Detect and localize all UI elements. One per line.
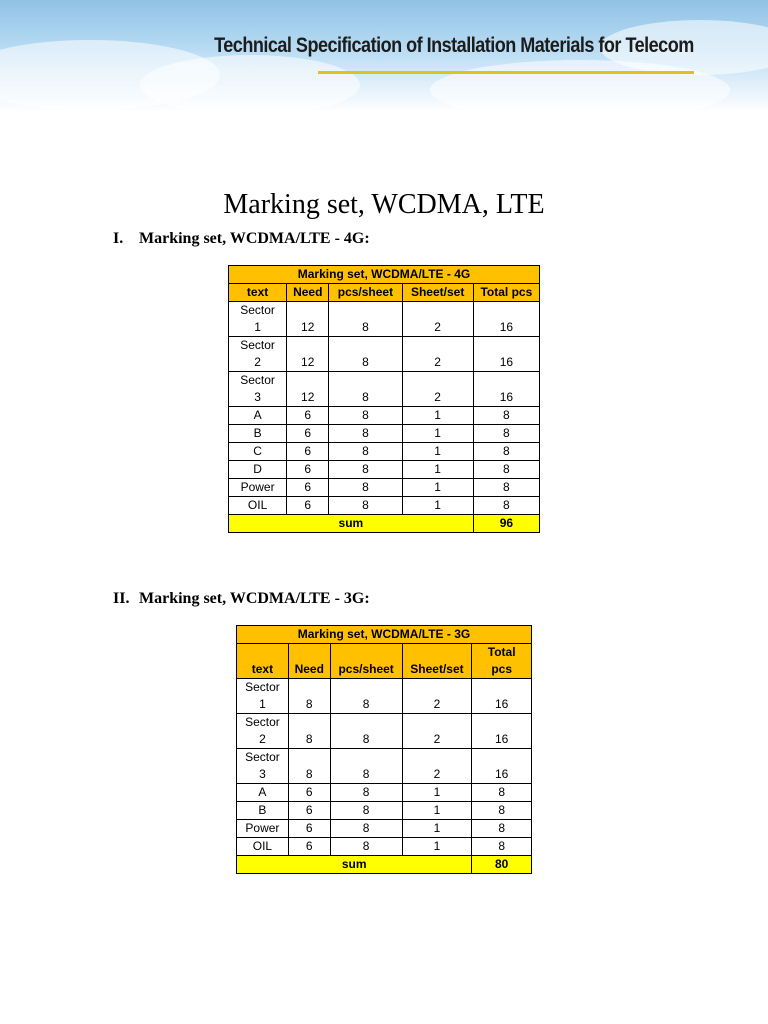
banner-title: Technical Specification of Installation Materials for Telecom [214, 34, 694, 57]
cell-need: 12 [287, 337, 329, 372]
cell-text-line: 1 [254, 320, 261, 334]
cell-pcs-sheet: 8 [329, 302, 402, 337]
section-title: Marking set, WCDMA/LTE - 4G: [139, 230, 370, 247]
cell-need: 6 [288, 838, 330, 856]
cell-text [237, 749, 289, 784]
table-row [229, 425, 540, 443]
cell-sheet-set: 1 [402, 461, 473, 479]
cell-total: 16 [472, 749, 532, 784]
sum-value: 96 [473, 515, 539, 533]
cell-text: B [229, 425, 287, 443]
cell-text: Power [237, 820, 289, 838]
table-row [229, 443, 540, 461]
cell-text [237, 679, 289, 714]
table-row [237, 714, 532, 749]
cell-sheet-set: 1 [402, 838, 472, 856]
cell-pcs-sheet: 8 [329, 337, 402, 372]
cell-pcs-sheet: 8 [329, 479, 402, 497]
cell-need: 6 [287, 425, 329, 443]
table-row [237, 784, 532, 802]
col-header-need: Need [287, 284, 329, 302]
cell-text: OIL [229, 497, 287, 515]
cell-text [229, 372, 287, 407]
cell-pcs-sheet: 8 [329, 443, 402, 461]
col-header-text: text [229, 284, 287, 302]
cell-text-line: 3 [259, 767, 266, 781]
cell-need: 6 [287, 461, 329, 479]
cell-text: OIL [237, 838, 289, 856]
table-row [237, 802, 532, 820]
cell-need: 6 [287, 443, 329, 461]
cell-need: 6 [288, 802, 330, 820]
cell-text [229, 337, 287, 372]
cell-need: 12 [287, 302, 329, 337]
cell-total: 8 [473, 443, 539, 461]
cell-text: A [237, 784, 289, 802]
cell-text-line: Sector [245, 750, 280, 764]
cell-pcs-sheet: 8 [330, 838, 402, 856]
cell-total: 16 [472, 679, 532, 714]
cell-total: 8 [472, 838, 532, 856]
cell-total: 16 [472, 714, 532, 749]
cell-pcs-sheet: 8 [330, 820, 402, 838]
cell-total: 8 [473, 479, 539, 497]
cell-total: 8 [473, 407, 539, 425]
section-heading-3g [113, 590, 370, 608]
cell-sheet-set: 1 [402, 497, 473, 515]
cell-pcs-sheet: 8 [329, 407, 402, 425]
section-number: I. [113, 230, 124, 247]
cell-total: 8 [472, 802, 532, 820]
section-number: II. [113, 590, 130, 607]
document-title: Marking set, WCDMA, LTE [223, 188, 545, 220]
table-row [229, 302, 540, 337]
cell-text-line: 2 [259, 732, 266, 746]
cell-text [229, 302, 287, 337]
cell-text-line: 3 [254, 390, 261, 404]
cell-need: 6 [287, 407, 329, 425]
cell-total: 8 [472, 820, 532, 838]
col-header-total-pcs: Total pcs [473, 284, 539, 302]
cell-need: 8 [288, 714, 330, 749]
cell-pcs-sheet: 8 [330, 784, 402, 802]
cell-sheet-set: 2 [402, 679, 472, 714]
table-caption: Marking set, WCDMA/LTE - 4G [229, 266, 540, 284]
cell-sheet-set: 1 [402, 820, 472, 838]
cell-need: 6 [287, 497, 329, 515]
cell-sheet-set: 2 [402, 337, 473, 372]
col-header-pcs-sheet: pcs/sheet [330, 644, 402, 679]
cell-text: C [229, 443, 287, 461]
cell-need: 6 [288, 820, 330, 838]
cell-sheet-set: 2 [402, 372, 473, 407]
cell-text-line: Sector [240, 303, 275, 317]
cell-sheet-set: 2 [402, 714, 472, 749]
table-row [237, 820, 532, 838]
header-banner [0, 0, 768, 112]
cell-text-line: Sector [240, 373, 275, 387]
cell-pcs-sheet: 8 [330, 749, 402, 784]
table-row [229, 407, 540, 425]
cell-text-line: 2 [254, 355, 261, 369]
cell-need: 8 [288, 749, 330, 784]
cell-text: D [229, 461, 287, 479]
sum-row [237, 856, 532, 874]
col-header-total-pcs [472, 644, 532, 679]
cell-text-line: 1 [259, 697, 266, 711]
cell-text-line: Sector [245, 715, 280, 729]
col-header-sheet-set: Sheet/set [402, 644, 472, 679]
col-header-need: Need [288, 644, 330, 679]
marking-table-3g [236, 625, 532, 874]
cell-sheet-set: 2 [402, 749, 472, 784]
table-row [229, 479, 540, 497]
table-row [237, 679, 532, 714]
marking-table-4g [228, 265, 540, 533]
section-heading-4g [113, 230, 370, 248]
cell-total: 8 [473, 461, 539, 479]
cell-need: 12 [287, 372, 329, 407]
col-header-text: text [237, 644, 289, 679]
cell-pcs-sheet: 8 [330, 802, 402, 820]
col-header-sheet-set: Sheet/set [402, 284, 473, 302]
banner-underline [318, 71, 694, 74]
cell-text: Power [229, 479, 287, 497]
cell-sheet-set: 1 [402, 479, 473, 497]
cell-need: 6 [288, 784, 330, 802]
header-line: pcs [491, 662, 513, 676]
cell-sheet-set: 1 [402, 407, 473, 425]
sum-label: sum [237, 856, 472, 874]
cell-pcs-sheet: 8 [329, 461, 402, 479]
cell-text-line: Sector [245, 680, 280, 694]
cell-sheet-set: 2 [402, 302, 473, 337]
cell-text: B [237, 802, 289, 820]
cell-need: 8 [288, 679, 330, 714]
cell-total: 8 [473, 425, 539, 443]
header-line: Total [487, 645, 516, 659]
cell-text: A [229, 407, 287, 425]
table-row [229, 497, 540, 515]
table-row [229, 337, 540, 372]
table-row [229, 461, 540, 479]
section-title: Marking set, WCDMA/LTE - 3G: [139, 590, 370, 607]
cell-total: 16 [473, 337, 539, 372]
cell-sheet-set: 1 [402, 784, 472, 802]
cell-pcs-sheet: 8 [330, 714, 402, 749]
cell-total: 8 [473, 497, 539, 515]
cell-pcs-sheet: 8 [330, 679, 402, 714]
cell-text [237, 714, 289, 749]
cell-pcs-sheet: 8 [329, 425, 402, 443]
cell-total: 8 [472, 784, 532, 802]
table-caption: Marking set, WCDMA/LTE - 3G [237, 626, 532, 644]
table-row [229, 372, 540, 407]
table-row [237, 838, 532, 856]
sum-row [229, 515, 540, 533]
col-header-pcs-sheet: pcs/sheet [329, 284, 402, 302]
cell-sheet-set: 1 [402, 443, 473, 461]
cell-pcs-sheet: 8 [329, 497, 402, 515]
cell-sheet-set: 1 [402, 425, 473, 443]
sum-value: 80 [472, 856, 532, 874]
cell-total: 16 [473, 372, 539, 407]
table-row [237, 749, 532, 784]
cell-sheet-set: 1 [402, 802, 472, 820]
cell-total: 16 [473, 302, 539, 337]
sum-label: sum [229, 515, 474, 533]
cell-need: 6 [287, 479, 329, 497]
cell-text-line: Sector [240, 338, 275, 352]
cell-pcs-sheet: 8 [329, 372, 402, 407]
